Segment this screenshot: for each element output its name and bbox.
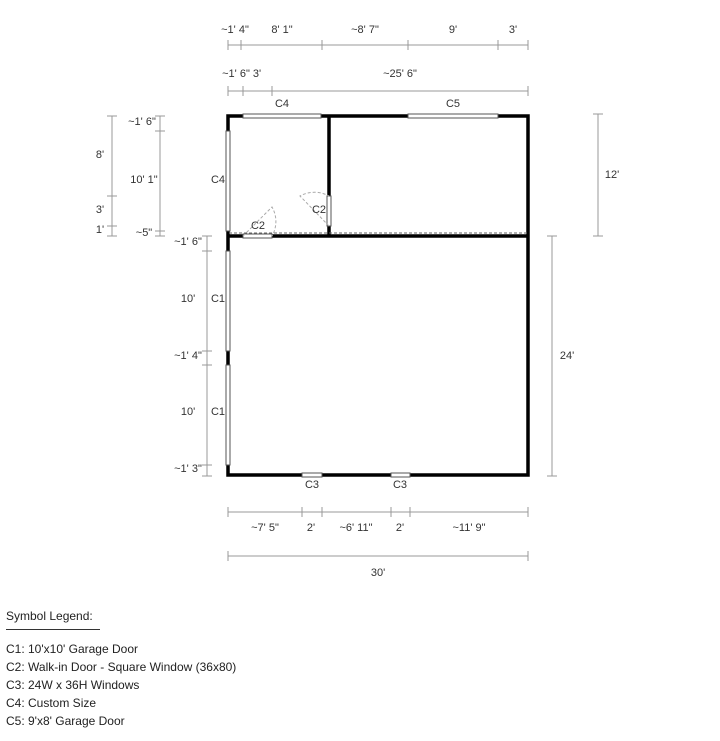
- dim-label: 3': [252, 68, 262, 80]
- opening-c5-top: [408, 114, 498, 118]
- legend-item-c4: C4: Custom Size: [6, 696, 97, 710]
- left-outer-dimensions: [96, 116, 117, 236]
- openings: [211, 98, 498, 491]
- dim-label: ~5": [135, 227, 153, 239]
- opening-label: C1: [210, 406, 226, 418]
- legend-item-c5: C5: 9'x8' Garage Door: [6, 714, 125, 728]
- symbol-legend: [6, 609, 236, 730]
- opening-label: C2: [250, 220, 266, 232]
- dim-label: 9': [448, 24, 458, 36]
- dim-label: 30': [370, 567, 386, 579]
- dim-label: ~1' 3": [174, 463, 202, 475]
- building-walls: [228, 116, 528, 475]
- opening-label: C4: [274, 98, 290, 110]
- opening-label: C3: [304, 479, 320, 491]
- opening-c3-right: [391, 473, 410, 477]
- opening-label: C3: [392, 479, 408, 491]
- top-dimension-row-1: [221, 24, 528, 50]
- opening-c2-left: [243, 234, 272, 238]
- left-inner-dimensions: [128, 116, 165, 239]
- dim-label: ~1' 6": [222, 68, 250, 80]
- legend-title: Symbol Legend:: [6, 609, 100, 630]
- dim-label: ~1' 6": [174, 236, 202, 248]
- opening-label: C5: [445, 98, 461, 110]
- dim-label: 24': [559, 350, 575, 362]
- dim-label: 2': [395, 522, 405, 534]
- dim-label: ~1' 4": [174, 350, 202, 362]
- dim-label: 8': [95, 149, 105, 161]
- legend-item-c1: C1: 10'x10' Garage Door: [6, 642, 138, 656]
- opening-c4-left: [226, 131, 230, 231]
- dim-label: ~25' 6": [383, 68, 417, 80]
- right-dimensions: [547, 114, 619, 476]
- top-dimension-row-2: [222, 68, 528, 96]
- opening-c4-top: [243, 114, 321, 118]
- dim-label: ~1' 6": [128, 116, 156, 128]
- dim-label: 1': [95, 224, 105, 236]
- dim-label: 2': [306, 522, 316, 534]
- dim-label: 10': [180, 406, 196, 418]
- legend-item-c2: C2: Walk-in Door - Square Window (36x80): [6, 660, 237, 674]
- opening-c2-right: [327, 196, 331, 226]
- legend-item-c3: C3: 24W x 36H Windows: [6, 678, 140, 692]
- dim-label: 10': [180, 293, 196, 305]
- dim-label: 12': [604, 169, 620, 181]
- left-lower-dimensions: [174, 236, 212, 476]
- dim-label: 3': [508, 24, 518, 36]
- opening-label: C2: [311, 204, 327, 216]
- dim-label: ~6' 11": [339, 522, 373, 534]
- opening-c3-left: [302, 473, 322, 477]
- opening-label: C1: [210, 293, 226, 305]
- dim-label: ~7' 5": [251, 522, 279, 534]
- opening-label: C4: [210, 174, 226, 186]
- dim-label: ~1' 4": [221, 24, 249, 36]
- dim-label: ~8' 7": [351, 24, 379, 36]
- dim-label: 10' 1": [130, 174, 158, 186]
- dim-label: 3': [95, 204, 105, 216]
- dim-label: 8' 1": [271, 24, 293, 36]
- opening-c1-lower: [226, 365, 230, 465]
- bottom-dimension-row-1: [228, 507, 528, 534]
- bottom-total-dimension: [228, 551, 528, 579]
- opening-c1-upper: [226, 251, 230, 351]
- dim-label: ~11' 9": [452, 522, 486, 534]
